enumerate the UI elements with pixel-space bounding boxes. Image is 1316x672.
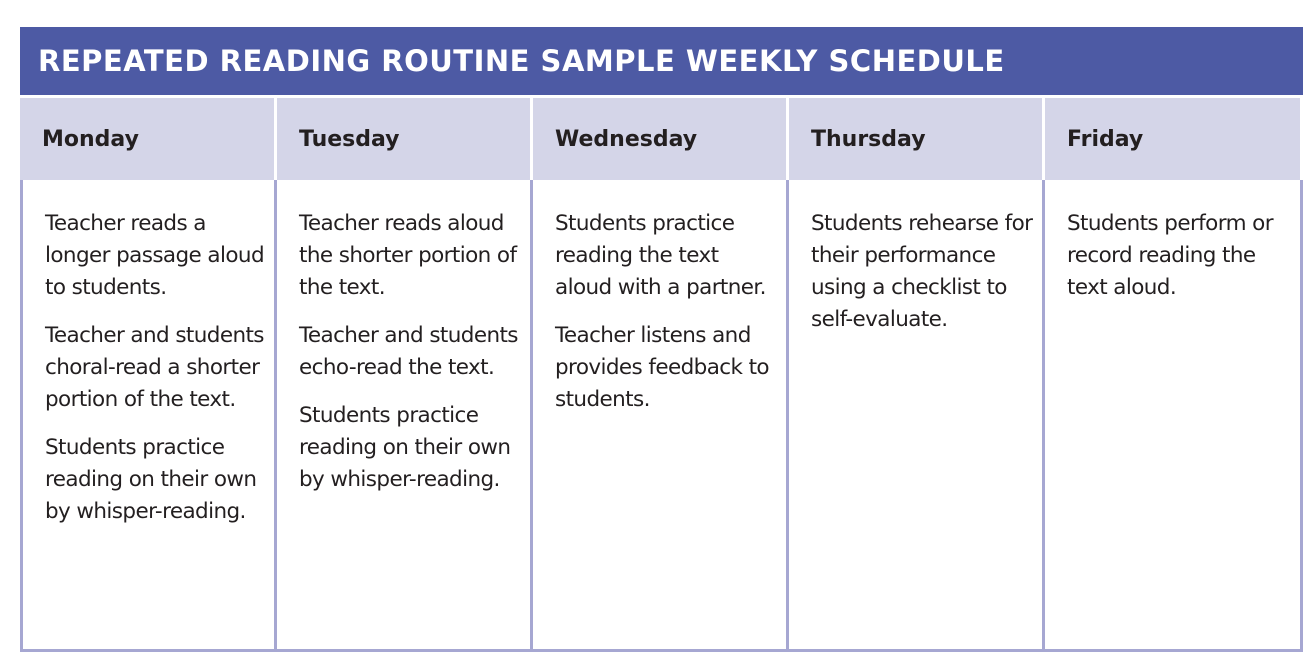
table-title: REPEATED READING ROUTINE SAMPLE WEEKLY SCHEDULE <box>20 27 1303 95</box>
header-tuesday: Tuesday <box>277 98 533 180</box>
cell-wednesday <box>533 180 789 652</box>
activity: Students practice reading the text aloud with a partner. <box>555 211 766 300</box>
activity: Students practice reading on their own by whisper-reading. <box>45 435 257 524</box>
activity: Students practice reading on their own by whisper-reading. <box>299 403 511 492</box>
cell-tuesday <box>277 180 533 652</box>
cell-thursday <box>789 180 1045 652</box>
cell-monday <box>20 180 277 652</box>
header-monday: Monday <box>20 98 277 180</box>
activity: Teacher listens and provides feedback to students. <box>555 323 769 412</box>
header-friday: Friday <box>1045 98 1303 180</box>
activity: Teacher and students choral-read a shorter portion of the text. <box>45 323 264 412</box>
activity: Teacher reads a longer passage aloud to students. <box>45 211 264 300</box>
header-thursday: Thursday <box>789 98 1045 180</box>
cell-friday <box>1045 180 1303 652</box>
activity: Teacher reads aloud the shorter portion of the text. <box>299 211 517 300</box>
schedule-grid <box>20 98 1303 652</box>
activity: Teacher and students echo-read the text. <box>299 323 518 380</box>
header-wednesday: Wednesday <box>533 98 789 180</box>
activity: Students perform or record reading the text aloud. <box>1067 211 1273 300</box>
activity: Students rehearse for their performance using a checklist to self-evaluate. <box>811 211 1033 332</box>
schedule-table <box>20 27 1303 652</box>
